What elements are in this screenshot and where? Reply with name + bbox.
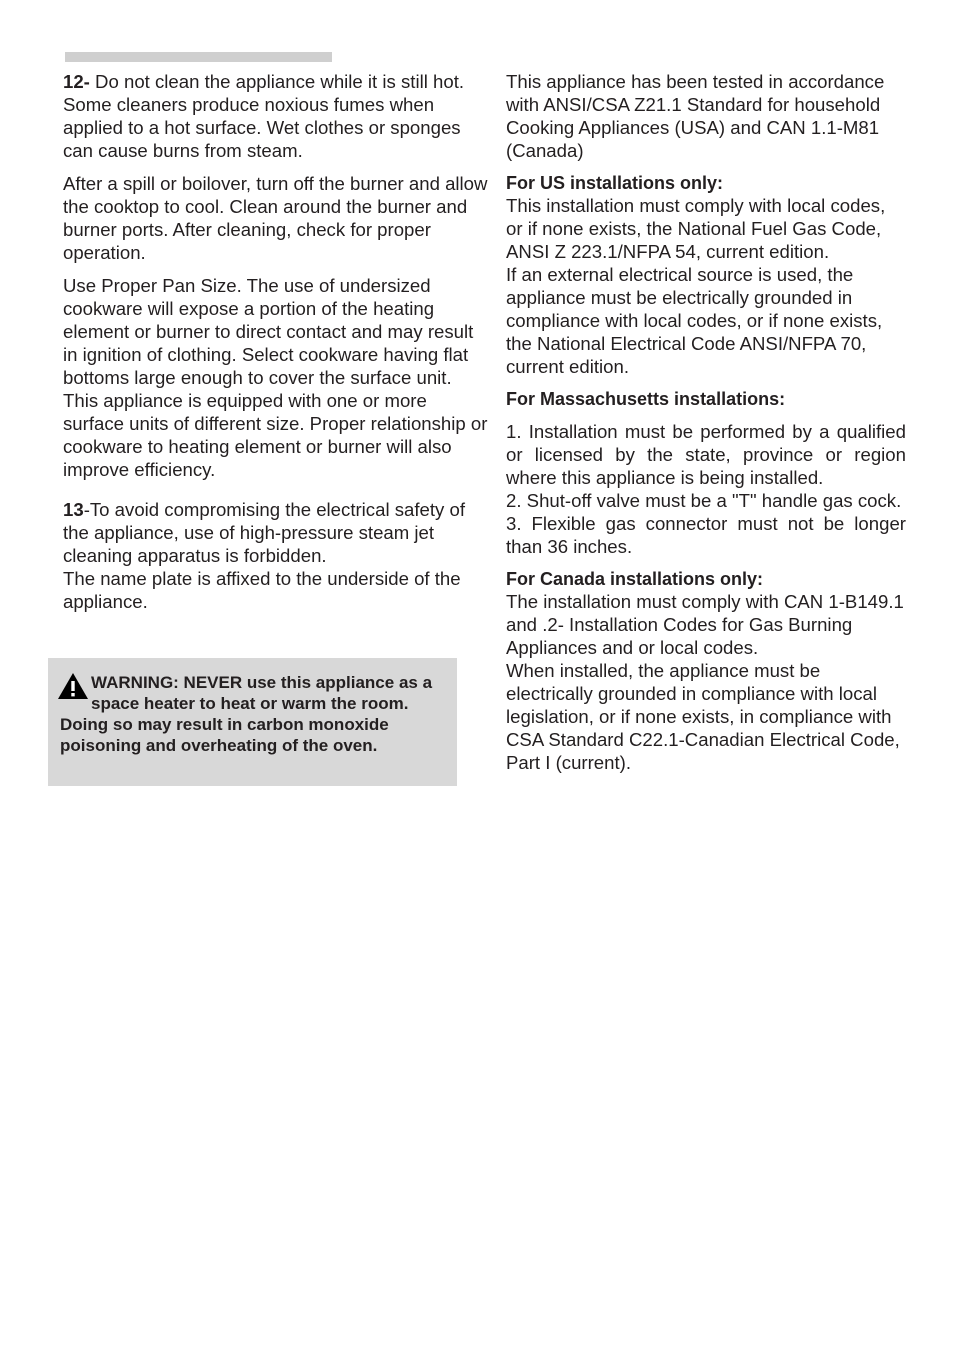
us-paragraph-2: If an external electrical source is used, the appliance must be electrically grounded in compliance with local codes, or if none exists, the National Electrical Code ANSI/NFPA 70, current edition.: [506, 264, 883, 377]
tested-paragraph: This appliance has been tested in accordance with ANSI/CSA Z21.1 Standard for household Cooking Appliances (USA) and CAN 1.1-M81 (Canada): [506, 71, 885, 161]
massachusetts-item-3: 3. Flexible gas connector must not be longer than 36 inches.: [506, 513, 906, 557]
massachusetts-item-1: 1. Installation must be performed by a qualified or licensed by the state, province or region where this appliance is being installed.: [506, 421, 906, 488]
us-paragraph-1: This installation must comply with local codes, or if none exists, the National Fuel Gas Code, ANSI Z 223.1/NFPA 54, current edition.: [506, 195, 886, 262]
header-rule: [65, 52, 332, 62]
warning-box: [48, 658, 457, 786]
right-column: [506, 70, 906, 774]
warning-triangle-icon: [57, 672, 89, 700]
item-13-text: -To avoid compromising the electrical safety of the appliance, use of high-pressure steam jet cleaning apparatus is forbidden.: [63, 499, 466, 566]
warning-text: WARNING: NEVER use this appliance as a space heater to heat or warm the room. Doing so may result in carbon monoxide poisoning and overheating of the oven.: [60, 673, 433, 755]
spill-paragraph: After a spill or boilover, turn off the burner and allow the cooktop to cool. Clean around the burner and burner ports. After cleaning, check for proper operation.: [63, 173, 488, 263]
canada-paragraph-1: The installation must comply with CAN 1-B149.1 and .2- Installation Codes for Gas Burning Appliances and or local codes.: [506, 591, 904, 658]
massachusetts-item-2: 2. Shut-off valve must be a "T" handle gas cock.: [506, 490, 902, 511]
nameplate-paragraph: The name plate is affixed to the underside of the appliance.: [63, 568, 461, 612]
pan-size-paragraph: Use Proper Pan Size. The use of undersized cookware will expose a portion of the heating element or burner to direct contact and may result in ignition of clothing. Select cookware having flat bottoms large enough to cover the surface unit. This appliance is equipped with one or more surface units of different size. Proper relationship or cookware to heating element or burner will also improve efficiency.: [63, 275, 488, 480]
item-12-number: 12-: [63, 71, 90, 92]
item-13-number: 13: [63, 499, 84, 520]
canada-paragraph-2: When installed, the appliance must be electrically grounded in compliance with local legislation, or if none exists, in compliance with CSA Standard C22.1-Canadian Electrical Code, Part I (current).: [506, 660, 900, 773]
item-12-text: Do not clean the appliance while it is still hot. Some cleaners produce noxious fumes when applied to a hot surface. Wet clothes or sponges can cause burns from steam.: [63, 71, 465, 161]
item-12: [63, 70, 491, 162]
us-heading: For US installations only:: [506, 173, 724, 193]
item-13: [63, 498, 491, 567]
left-column: [63, 70, 491, 613]
massachusetts-heading: For Massachusetts installations:: [506, 389, 786, 409]
canada-heading: For Canada installations only:: [506, 569, 764, 589]
